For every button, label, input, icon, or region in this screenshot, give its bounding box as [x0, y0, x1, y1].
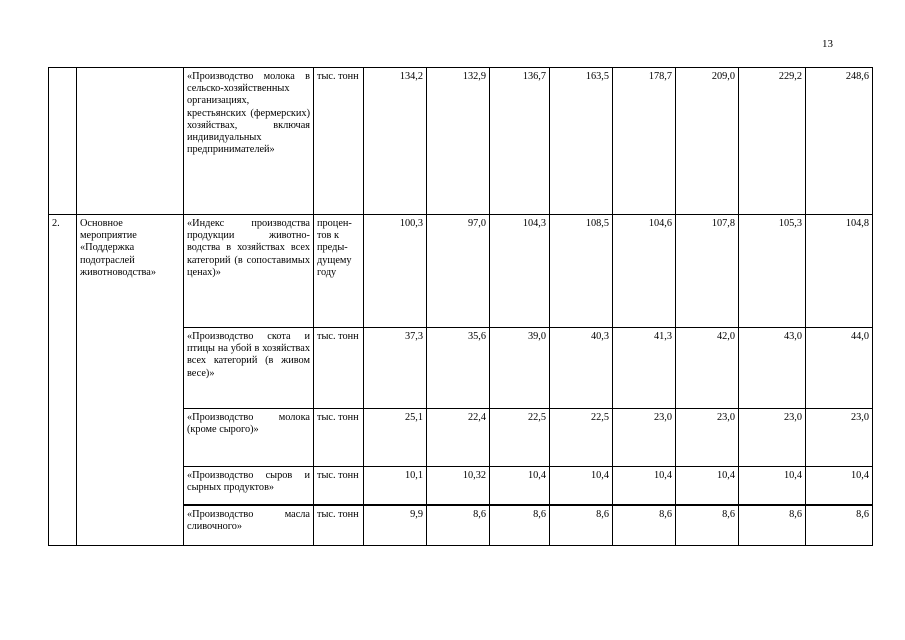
value-cell: 23,0 — [613, 409, 676, 467]
value-cell: 10,4 — [676, 467, 739, 506]
unit-cell: тыс. тонн — [314, 409, 364, 467]
value-cell: 209,0 — [676, 68, 739, 215]
unit-cell: тыс. тонн — [314, 505, 364, 546]
value-cell: 163,5 — [550, 68, 613, 215]
indicator-cell: «Производство молока в сельско-хозяйственных организациях, крестьянских (фермерских) хозяйствах, включая индивидуальных предпринимателей» — [184, 68, 314, 215]
value-cell: 229,2 — [739, 68, 806, 215]
value-cell: 248,6 — [806, 68, 873, 215]
value-cell: 23,0 — [739, 409, 806, 467]
value-cell: 10,4 — [550, 467, 613, 506]
value-cell: 43,0 — [739, 328, 806, 409]
value-cell: 23,0 — [676, 409, 739, 467]
unit-cell: тыс. тонн — [314, 68, 364, 215]
event-cell: Основное мероприятие «Поддержка подотраслей животноводства» — [77, 215, 184, 546]
value-cell: 8,6 — [427, 505, 490, 546]
value-cell: 44,0 — [806, 328, 873, 409]
value-cell: 107,8 — [676, 215, 739, 328]
indicator-cell: «Производство скота и птицы на убой в хозяйствах всех категорий (в живом весе)» — [184, 328, 314, 409]
value-cell: 39,0 — [490, 328, 550, 409]
unit-cell: тыс. тонн — [314, 328, 364, 409]
value-cell: 8,6 — [676, 505, 739, 546]
value-cell: 105,3 — [739, 215, 806, 328]
value-cell: 8,6 — [550, 505, 613, 546]
value-cell: 22,5 — [490, 409, 550, 467]
indicators-table — [48, 67, 873, 546]
value-cell: 134,2 — [364, 68, 427, 215]
value-cell: 8,6 — [806, 505, 873, 546]
value-cell: 178,7 — [613, 68, 676, 215]
value-cell: 8,6 — [613, 505, 676, 546]
indicator-cell: «Индекс производства продукции животно-водства в хозяйствах всех категорий (в сопоставимых ценах)» — [184, 215, 314, 328]
value-cell: 37,3 — [364, 328, 427, 409]
page-number: 13 — [822, 38, 833, 50]
value-cell: 10,4 — [490, 467, 550, 506]
value-cell: 8,6 — [490, 505, 550, 546]
value-cell: 104,8 — [806, 215, 873, 328]
value-cell: 25,1 — [364, 409, 427, 467]
indicator-cell: «Производство масла сливочного» — [184, 505, 314, 546]
value-cell: 41,3 — [613, 328, 676, 409]
value-cell: 42,0 — [676, 328, 739, 409]
value-cell: 136,7 — [490, 68, 550, 215]
value-cell: 35,6 — [427, 328, 490, 409]
value-cell: 10,1 — [364, 467, 427, 506]
value-cell: 23,0 — [806, 409, 873, 467]
value-cell: 100,3 — [364, 215, 427, 328]
value-cell: 10,4 — [806, 467, 873, 506]
table-row — [49, 68, 873, 215]
value-cell: 104,6 — [613, 215, 676, 328]
row-number: 2. — [49, 215, 77, 546]
unit-cell: процен-тов к преды-дущему году — [314, 215, 364, 328]
unit-cell: тыс. тонн — [314, 467, 364, 506]
table-row — [49, 215, 873, 328]
value-cell: 10,4 — [613, 467, 676, 506]
value-cell: 132,9 — [427, 68, 490, 215]
indicator-cell: «Производство сыров и сырных продуктов» — [184, 467, 314, 506]
value-cell: 9,9 — [364, 505, 427, 546]
value-cell: 10,32 — [427, 467, 490, 506]
value-cell: 104,3 — [490, 215, 550, 328]
value-cell: 22,4 — [427, 409, 490, 467]
indicator-cell: «Производство молока (кроме сырого)» — [184, 409, 314, 467]
value-cell: 22,5 — [550, 409, 613, 467]
row-number — [49, 68, 77, 215]
value-cell: 97,0 — [427, 215, 490, 328]
value-cell: 8,6 — [739, 505, 806, 546]
value-cell: 108,5 — [550, 215, 613, 328]
value-cell: 10,4 — [739, 467, 806, 506]
value-cell: 40,3 — [550, 328, 613, 409]
event-cell — [77, 68, 184, 215]
